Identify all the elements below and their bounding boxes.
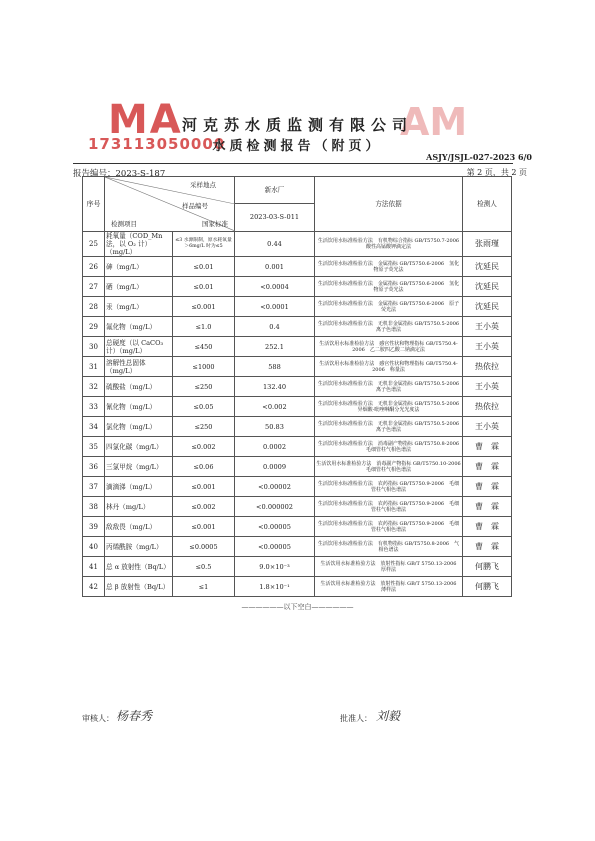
table-row	[83, 317, 512, 337]
row-item: 溶解性总固体（mg/L）	[105, 357, 173, 377]
row-item: 氟化物（mg/L）	[105, 317, 173, 337]
report-number: 报告编号：2023-S-187	[73, 169, 166, 179]
item-label: 检测项目	[111, 220, 137, 228]
sample-location-label: 采样地点	[190, 181, 216, 189]
person-header: 检测人	[463, 177, 512, 232]
row-result: 0.4	[235, 317, 315, 337]
table-row	[83, 437, 512, 457]
reviewer-label: 审核人：	[82, 714, 114, 723]
table-row	[83, 337, 512, 357]
doc-code: ASJY/JSJL-027-2023	[426, 152, 516, 162]
row-person: 王小英	[463, 377, 512, 397]
row-method: 生活饮用水标准检验方法 无机非金属指标 GB/T5750.5-2006 离子色谱法	[315, 317, 463, 337]
row-item: 总 β 放射性（Bq/L）	[105, 577, 173, 597]
table-row	[83, 497, 512, 517]
row-person: 热依拉	[463, 357, 512, 377]
row-person: 热依拉	[463, 397, 512, 417]
table-row	[83, 537, 512, 557]
row-item: 丙烯酰胺（mg/L）	[105, 537, 173, 557]
row-number: 40	[83, 537, 105, 557]
table-row	[83, 357, 512, 377]
row-result: 0.44	[235, 232, 315, 257]
row-result: 132.40	[235, 377, 315, 397]
row-standard: ≤0.01	[173, 257, 235, 277]
table-row	[83, 477, 512, 497]
row-result: <0.002	[235, 397, 315, 417]
row-standard: ≤1.0	[173, 317, 235, 337]
method-header: 方法依据	[315, 177, 463, 232]
table-row	[83, 297, 512, 317]
row-item: 汞（mg/L）	[105, 297, 173, 317]
row-standard: ≤0.06	[173, 457, 235, 477]
company-title: 河克苏水质监测有限公司	[181, 116, 413, 134]
row-method: 生活饮用水标准检验方法 农药指标 GB/T5750.9-2006 毛细管柱气相色谱法	[315, 497, 463, 517]
row-method: 生活饮用水标准检验方法 无机非金属指标 GB/T5750.5-2006 离子色谱法	[315, 377, 463, 397]
sample-value: 2023-03-S-011	[249, 213, 300, 221]
reviewer-signature: 杨春秀	[116, 709, 153, 723]
row-item: 三氯甲烷（mg/L）	[105, 457, 173, 477]
approver-signature: 刘毅	[376, 709, 401, 723]
row-result: 1.8×10⁻¹	[235, 577, 315, 597]
row-method: 生活饮用水标准检验方法 消毒副产物指标 GB/T5750.10-2006 毛细管柱气相色谱法	[315, 457, 463, 477]
table-row	[83, 557, 512, 577]
row-item: 总硬度（以 CaCO₃ 计）（mg/L）	[105, 337, 173, 357]
row-person: 曹 霖	[463, 517, 512, 537]
table-row	[83, 397, 512, 417]
row-method: 生活饮用水标准检验方法 放射性指标 GB/T 5750.13-2006 厚样法	[315, 557, 463, 577]
row-standard: ≤0.001	[173, 297, 235, 317]
row-number: 25	[83, 232, 105, 257]
row-person: 沈延民	[463, 277, 512, 297]
row-result: 252.1	[235, 337, 315, 357]
row-number: 41	[83, 557, 105, 577]
table-row	[83, 377, 512, 397]
row-standard: ≤1	[173, 577, 235, 597]
row-standard: ≤450	[173, 337, 235, 357]
results-table	[82, 176, 512, 597]
row-standard: ≤0.01	[173, 277, 235, 297]
row-standard: ≤0.0005	[173, 537, 235, 557]
row-person: 曹 霖	[463, 477, 512, 497]
row-item: 氯化物（mg/L）	[105, 417, 173, 437]
row-result: <0.00005	[235, 537, 315, 557]
row-item: 总 α 放射性（Bq/L）	[105, 557, 173, 577]
row-person: 王小英	[463, 417, 512, 437]
row-person: 沈延民	[463, 257, 512, 277]
row-method: 生活饮用水标准检验方法 放射性指标 GB/T 5750.13-2006 薄样法	[315, 577, 463, 597]
row-person: 何鹏飞	[463, 557, 512, 577]
row-person: 何鹏飞	[463, 577, 512, 597]
row-result: <0.00002	[235, 477, 315, 497]
row-method: 生活饮用水标准检验方法 消毒副产物指标 GB/T5750.8-2006 毛细管柱气相色谱法	[315, 437, 463, 457]
row-method: 生活饮用水标准检验方法 有机物指标 GB/T5750.8-2006 气相色谱法	[315, 537, 463, 557]
row-standard: ≤0.5	[173, 557, 235, 577]
approver-label: 批准人：	[340, 714, 372, 723]
header-rule	[73, 163, 513, 164]
row-number: 28	[83, 297, 105, 317]
page-info: 第 2 页，共 2 页	[466, 168, 527, 177]
row-result: 50.83	[235, 417, 315, 437]
row-standard: ≤250	[173, 417, 235, 437]
table-row	[83, 417, 512, 437]
row-person: 曹 霖	[463, 457, 512, 477]
row-method: 生活饮用水标准检验方法 金属指标 GB/T5750.6-2006 原子荧光法	[315, 297, 463, 317]
row-method: 生活饮用水标准检验方法 无机非金属指标 GB/T5750.5-2006 离子色谱法	[315, 417, 463, 437]
row-number: 36	[83, 457, 105, 477]
row-standard: ≤0.001	[173, 517, 235, 537]
row-standard: ≤1000	[173, 357, 235, 377]
row-person: 曹 霖	[463, 497, 512, 517]
row-standard: ≤0.002	[173, 437, 235, 457]
ma-stamp-logo: MA	[108, 97, 183, 143]
row-result: 0.001	[235, 257, 315, 277]
row-number: 27	[83, 277, 105, 297]
row-result: <0.000002	[235, 497, 315, 517]
row-number: 42	[83, 577, 105, 597]
row-result: 0.0002	[235, 437, 315, 457]
row-item: 滴滴涕（mg/L）	[105, 477, 173, 497]
am-seal-logo: AM	[400, 100, 468, 144]
row-number: 31	[83, 357, 105, 377]
table-row	[83, 277, 512, 297]
row-method: 生活饮用水标准检验方法 感官性状和物理指标 GB/T5750.4-2006 乙二胺四乙酸二钠滴定法	[315, 337, 463, 357]
row-method: 生活饮用水标准检验方法 金属指标 GB/T5750.6-2006 氢化物原子荧光法	[315, 257, 463, 277]
table-row	[83, 577, 512, 597]
row-standard: ≤0.002	[173, 497, 235, 517]
seq-header: 序号	[83, 177, 105, 232]
standard-label: 国家标准	[202, 220, 228, 228]
row-result: <0.00005	[235, 517, 315, 537]
row-standard: ≤0.05	[173, 397, 235, 417]
row-number: 32	[83, 377, 105, 397]
row-standard: ≤0.001	[173, 477, 235, 497]
row-person: 王小英	[463, 317, 512, 337]
table-row	[83, 457, 512, 477]
row-number: 34	[83, 417, 105, 437]
row-number: 33	[83, 397, 105, 417]
row-item: 硒（mg/L）	[105, 277, 173, 297]
row-result: 0.0009	[235, 457, 315, 477]
row-item: 敌敌畏（mg/L）	[105, 517, 173, 537]
diagonal-header-cell	[105, 177, 235, 232]
doc-number	[426, 152, 532, 162]
row-method: 生活饮用水标准检验方法 农药指标 GB/T5750.9-2006 毛细管柱气相色谱法	[315, 477, 463, 497]
row-item: 氰化物（mg/L）	[105, 397, 173, 417]
row-item: 砷（mg/L）	[105, 257, 173, 277]
location-value: 新水厂	[235, 177, 314, 204]
row-result: 588	[235, 357, 315, 377]
row-method: 生活饮用水标准检验方法 有机物综合指标 GB/T5750.7-2006 酸性高锰酸钾滴定法	[315, 232, 463, 257]
row-number: 26	[83, 257, 105, 277]
row-standard: ≤250	[173, 377, 235, 397]
blank-note: ——————以下空白——————	[241, 603, 354, 611]
location-sample-cell	[235, 177, 315, 232]
row-standard: ≤3 水源限制，原水耗氧量＞6mg/L 时为≤5	[173, 232, 235, 257]
row-item: 硫酸盐（mg/L）	[105, 377, 173, 397]
row-number: 30	[83, 337, 105, 357]
row-method: 生活饮用水标准检验方法 金属指标 GB/T5750.6-2006 氢化物原子荧光法	[315, 277, 463, 297]
row-person: 沈延民	[463, 297, 512, 317]
row-item: 林丹（mg/L）	[105, 497, 173, 517]
table-header-row	[83, 177, 512, 232]
table-row	[83, 257, 512, 277]
row-item: 四氯化碳（mg/L）	[105, 437, 173, 457]
report-title: 水质检测报告（附页）	[212, 139, 383, 154]
row-number: 35	[83, 437, 105, 457]
row-result: <0.0004	[235, 277, 315, 297]
row-person: 曹 霖	[463, 437, 512, 457]
ma-stamp-number: 173113050000	[88, 135, 226, 153]
sample-id-label: 样品编号	[182, 202, 208, 210]
table-row	[83, 232, 512, 257]
row-person: 曹 霖	[463, 537, 512, 557]
row-method: 生活饮用水标准检验方法 无机非金属指标 GB/T5750.5-2006 异烟酸-吡唑啉酮分光光度法	[315, 397, 463, 417]
row-number: 29	[83, 317, 105, 337]
row-number: 39	[83, 517, 105, 537]
row-method: 生活饮用水标准检验方法 农药指标 GB/T5750.9-2006 毛细管柱气相色谱法	[315, 517, 463, 537]
row-item: 耗氧量（COD_Mn 法，以 O₂ 计）（mg/L）	[105, 232, 173, 257]
row-method: 生活饮用水标准检验方法 感官性状和物理指标 GB/T5750.4-2006 称量法	[315, 357, 463, 377]
row-person: 张雨瑾	[463, 232, 512, 257]
row-person: 王小英	[463, 337, 512, 357]
row-result: <0.0001	[235, 297, 315, 317]
row-result: 9.0×10⁻³	[235, 557, 315, 577]
row-number: 38	[83, 497, 105, 517]
row-number: 37	[83, 477, 105, 497]
doc-version: 6/0	[517, 152, 532, 162]
table-row	[83, 517, 512, 537]
